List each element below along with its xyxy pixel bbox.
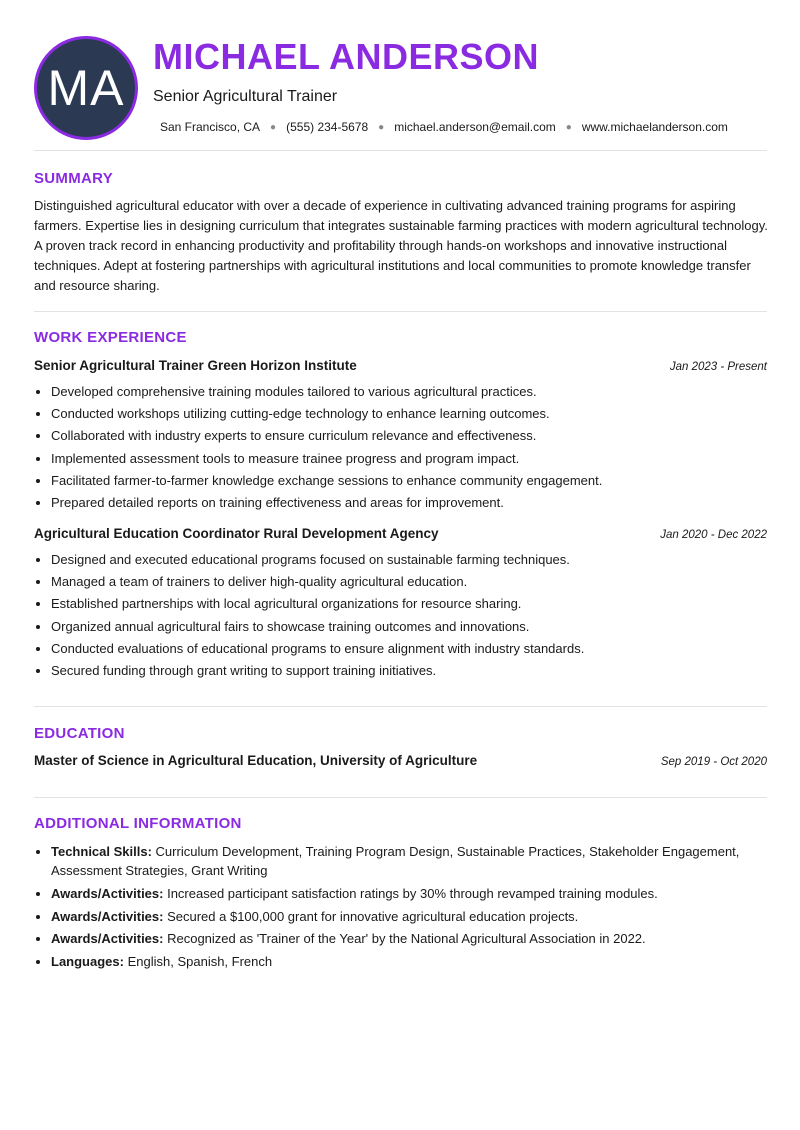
item-label: Technical Skills: — [51, 844, 152, 859]
list-item: • Organized annual agricultural fairs to showcase training outcomes and innovations. — [51, 616, 786, 638]
item-label: Awards/Activities: — [51, 908, 164, 924]
list-item: • Implemented assessment tools to measure trainee progress and program impact. — [51, 448, 786, 470]
education-heading: EDUCATION — [34, 725, 125, 742]
list-item: • Managed a team of trainers to deliver high-quality agricultural education. — [51, 571, 786, 593]
divider — [34, 706, 767, 707]
item-label: Awards/Activities: — [51, 931, 164, 946]
additional-heading: ADDITIONAL INFORMATION — [34, 815, 242, 832]
list-item: • Facilitated farmer-to-farmer knowledge exchange sessions to enhance community engagement. — [51, 470, 786, 492]
item-text: Increased participant satisfaction ratings by 30% through revamped training modules. — [167, 886, 658, 901]
job-date: Jan 2020 - Dec 2022 — [660, 529, 767, 541]
item-text: Curriculum Development, Training Program Design, Sustainable Practices, Stakeholder Engagement, Assessment Strategies, Grant Writing — [51, 844, 740, 878]
item-text: Secured a $100,000 grant for innovative agricultural education projects. — [167, 908, 579, 924]
job-header — [34, 358, 767, 373]
education-date: Sep 2019 - Oct 2020 — [660, 756, 767, 768]
list-item: • Conducted evaluations of educational programs to ensure alignment with industry standards. — [51, 638, 786, 660]
education-entry — [34, 753, 767, 768]
summary-text: Distinguished agricultural educator with over a decade of experience in cultivating advanced training programs for aspiring farmers. Expertise lies in designing curriculum that integrates sustainable farming practices with modern agricultural technology. A proven track record in enhancing productivity and profitability through hands-on workshops and innovative instructional techniques. Adept at fostering partnerships with agricultural institutions and local communities to promote knowledge transfer and resource sharing. — [34, 198, 768, 293]
job-bullets — [34, 381, 786, 514]
separator-dot-icon: ● — [378, 121, 385, 133]
contact-email: michael.anderson@email.com — [394, 120, 556, 134]
job-header — [34, 526, 767, 541]
list-item: • Conducted workshops utilizing cutting-edge technology to enhance learning outcomes. — [51, 403, 786, 425]
contact-location: San Francisco, CA — [160, 120, 261, 134]
avatar-initials: MA — [47, 60, 125, 116]
degree: Master of Science in Agricultural Education, University of Agriculture — [34, 753, 478, 768]
avatar — [34, 36, 138, 140]
list-item — [51, 929, 786, 948]
list-item — [51, 907, 786, 926]
separator-dot-icon: ● — [565, 121, 572, 133]
item-label: Languages: — [51, 954, 124, 969]
job-title: Agricultural Education Coordinator Rural Development Agency — [34, 526, 439, 541]
job-title: Senior Agricultural Trainer Green Horizon Institute — [34, 358, 357, 373]
job-date: Jan 2023 - Present — [669, 361, 767, 373]
experience-heading: WORK EXPERIENCE — [34, 329, 187, 346]
contact-line — [160, 120, 728, 134]
list-item — [51, 842, 786, 880]
contact-website: www.michaelanderson.com — [581, 120, 728, 134]
candidate-name: MICHAEL ANDERSON — [153, 36, 540, 77]
list-item — [51, 952, 786, 971]
job-bullets — [34, 549, 786, 682]
resume-header — [0, 0, 800, 150]
list-item: • Designed and executed educational programs focused on sustainable farming techniques. — [51, 549, 786, 571]
separator-dot-icon: ● — [270, 121, 277, 133]
list-item: • Developed comprehensive training modules tailored to various agricultural practices. — [51, 381, 786, 403]
divider — [34, 797, 767, 798]
contact-phone: (555) 234-5678 — [286, 120, 369, 134]
item-label: Awards/Activities: — [51, 886, 164, 901]
list-item: • Prepared detailed reports on training effectiveness and areas for improvement. — [51, 492, 786, 514]
divider — [34, 311, 767, 312]
list-item: • Collaborated with industry experts to ensure curriculum relevance and effectiveness. — [51, 425, 786, 447]
list-item: • Secured funding through grant writing to support training initiatives. — [51, 660, 786, 682]
additional-list — [34, 842, 786, 975]
divider — [34, 150, 767, 151]
item-text: English, Spanish, French — [127, 954, 273, 969]
item-text: Recognized as 'Trainer of the Year' by the National Agricultural Association in 2022. — [167, 931, 646, 946]
candidate-title: Senior Agricultural Trainer — [153, 88, 338, 105]
summary-heading: SUMMARY — [34, 170, 114, 187]
list-item: • Established partnerships with local agricultural organizations for resource sharing. — [51, 593, 786, 615]
list-item — [51, 884, 786, 903]
